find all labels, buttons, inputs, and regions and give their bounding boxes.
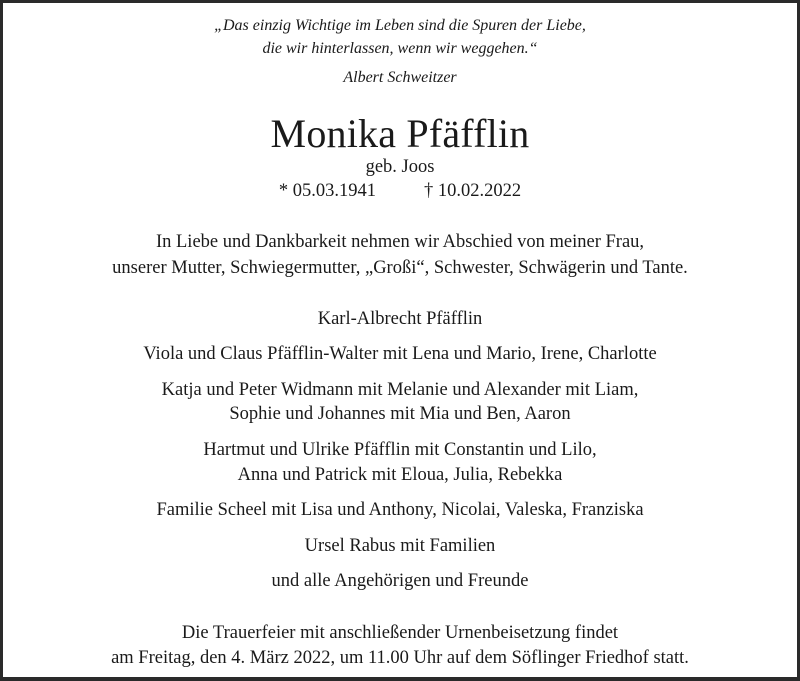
birth-date: * 05.03.1941 xyxy=(278,181,376,201)
mourner-line: Sophie und Johannes mit Mia und Ben, Aaron xyxy=(229,404,571,424)
mourner-line: Hartmut und Ulrike Pfäfflin mit Constantin und Lilo, xyxy=(203,440,597,460)
mourner-line: Anna und Patrick mit Eloua, Julia, Rebekka xyxy=(237,465,563,485)
life-dates xyxy=(3,181,797,202)
maiden-name: geb. Joos xyxy=(365,157,435,177)
quote-author: Albert Schweitzer xyxy=(343,69,457,86)
quote-line-2: die wir hinterlassen, wenn wir weggehen.“ xyxy=(262,40,538,57)
mourner-line: Karl-Albrecht Pfäfflin xyxy=(317,309,483,329)
mourner-line: Katja und Peter Widmann mit Melanie und Alexander mit Liam, xyxy=(161,380,639,400)
deceased-name: Monika Pfäfflin xyxy=(270,111,530,156)
mourner-line: Viola und Claus Pfäfflin-Walter mit Lena und Mario, Irene, Charlotte xyxy=(143,344,657,364)
funeral-line-1: Die Trauerfeier mit anschließender Urnenbeisetzung findet xyxy=(181,623,619,643)
funeral-line-2: am Freitag, den 4. März 2022, um 11.00 Uhr auf dem Söflinger Friedhof statt. xyxy=(111,648,689,668)
mourner-line: Ursel Rabus mit Familien xyxy=(304,536,496,556)
death-date: † 10.02.2022 xyxy=(424,181,522,201)
mourner-line: Familie Scheel mit Lisa und Anthony, Nicolai, Valeska, Franziska xyxy=(156,500,644,520)
mourner-line: und alle Angehörigen und Freunde xyxy=(271,571,529,591)
intro-line-1: In Liebe und Dankbarkeit nehmen wir Abschied von meiner Frau, xyxy=(155,232,645,252)
quote-line-1: „Das einzig Wichtige im Leben sind die Spuren der Liebe, xyxy=(214,17,586,34)
intro-line-2: unserer Mutter, Schwiegermutter, „Großi“, Schwester, Schwägerin und Tante. xyxy=(112,258,688,278)
